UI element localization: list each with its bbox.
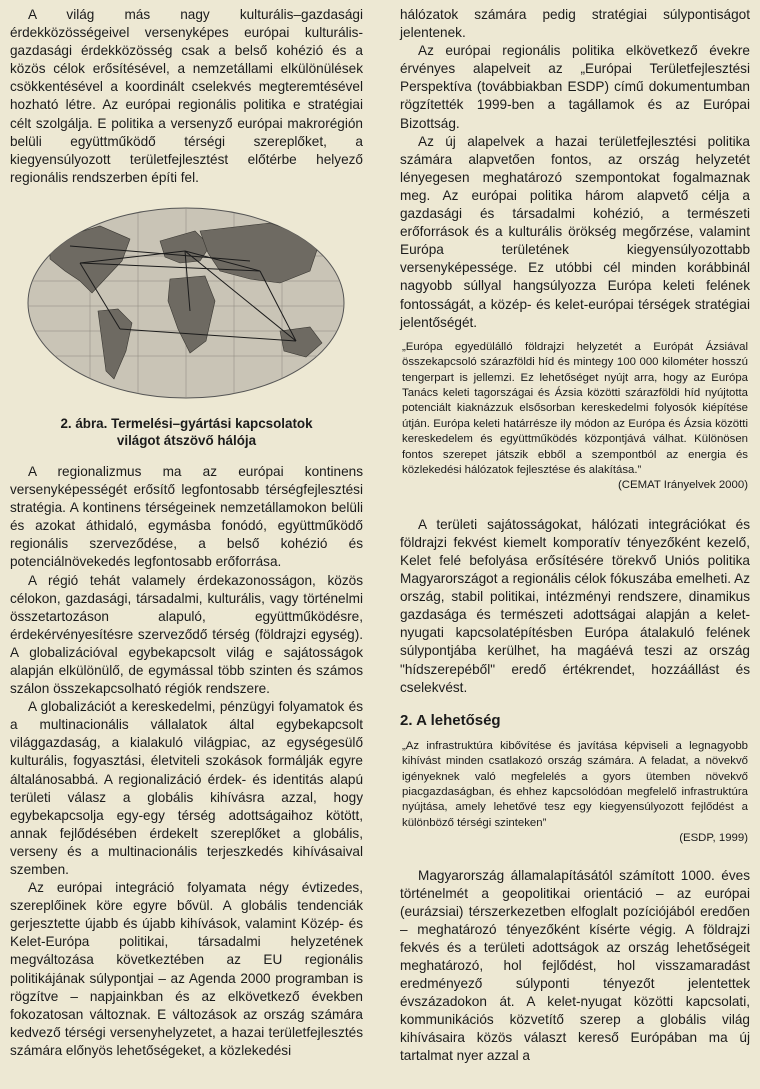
quote-text: „Az infrastruktúra kibővítése és javítása képviseli a legnagyobb kihívást minden csatlakozó ország számára. A feladat, a növekvő igényeknek való megfelelés a gyors ütemben növekvő piacgazdaságban, és ehhez kapcsolódóan megfelelő infrastruktúra nyújtása, amely lehetővé tesz egy kiegyensúlyozott fejlődést a különböző térségi szinteken”	[402, 739, 748, 829]
paragraph: Az új alapelvek a hazai területfejlesztési politika számára alapvetően fontos, az ország helyzetét lényegesen meghatározó szempontokat fogalmaznak meg. Az európai politika három alapvető célja a gazdasági és társadalmi kohézió, a természeti erőforrások és a kulturális örökség megőrzése, valamint Európa területének kiegyensúlyozottabb versenyképessége. Ez utóbbi cél minden korábbinál nagyobb súllyal hangsúlyozza Európa keleti felének fontosságát, a közép- és kelet-európai térségek stratégiai jelentőségét.	[400, 133, 750, 330]
paragraph: Magyarország államalapításától számított 1000. éves történelmét a geopolitikai orientáció – az európai (eurázsiai) térszerkezetben elfoglalt pozíciójából eredően – meghatározó tényezőként kísérte végig. A földrajzi fekvés és a területi adottságok az ország lehetőségeit meghatározó, hol fejlődést, hol visszamaradást eredményező súlyponti tényezőt jelentettek évszázadokon át. A kelet-nyugat közötti kapcsolati, kommunikációs közvetítő szerep a globális világ kihívásaira közös választ kereső Európában ma új tartalmat nyer azzal a	[400, 867, 750, 1064]
right-column	[400, 0, 750, 1066]
paragraph: hálózatok számára pedig stratégiai súlypontiságot jelentenek.	[400, 7, 750, 41]
quote-source: (ESDP, 1999)	[679, 832, 748, 845]
left-column	[10, 0, 363, 1060]
paragraph: A világ más nagy kulturális–gazdasági érdekközösségeivel versenyképes európai kulturális-gazdasági érdekközösség csak a belső kohézió és a közös célok erősítésével, a nemzetállami elkülönülések csökkentésével a koordinált cselekvés megteremtésével hozható létre. Az európai regionális politika e stratégiai célt szolgálja. E politika a versenyző európai makrorégión belüli együttműködő térségi szereplőket, a kiegyensúlyozott területfejlesztést előtérbe helyező regionális rendszerben építi fel.	[10, 7, 363, 185]
figure-caption	[10, 415, 363, 449]
quote-block	[402, 340, 748, 494]
quote-text: „Európa egyedülálló földrajzi helyzetét a Európát Ázsiával összekapcsoló szárazföldi híd és mintegy 100 000 kilométer hosszú tengerpart is jellemzi. Ez lehetőséget nyújt arra, hogy az Európa Tanács keleti tagországai és Ázsia közötti szárazföldi híd nyújtotta potenciált kiaknázzuk elsősorban kereskedelmi folyosók kiépítése útján. Európa keleti határrésze ily módon az Európa és Ázsia közötti kereskedelem és együttműködés központjává válhat. Különösen fontos szerepet játszik ebből a szempontból az energia és közlekedési hálózatok fejlesztése és alakítása.”	[402, 340, 748, 476]
paragraph: A területi sajátosságokat, hálózati integrációkat és földrajzi fekvést kiemelt komporatív tényezőként kezelő, Kelet felé befolyása erősítésére törekvő Uniós politika Magyarországot a regionális célok fókuszába emelheti. Az ország, stabil politikai, intézményi rendszere, dinamikus gazdasága és természeti adottságai alapján a kelet-nyugati kapcsolatépítésben Európa átalakuló felének súlypontjába kerülhet, ha magáévá teszi az ország "hídszerepéből" eredő értékrendet, hozzáállást és cselekvést.	[400, 516, 750, 695]
section-heading: 2. A lehetőség	[400, 711, 501, 729]
quote-block	[402, 739, 748, 847]
world-map-figure	[10, 201, 363, 411]
caption-line: 2. ábra. Termelési–gyártási kapcsolatok	[60, 415, 313, 431]
quote-source: (CEMAT Irányelvek 2000)	[618, 479, 748, 492]
paragraph: A regionalizmus ma az európai kontinens versenyképességét erősítő legfontosabb térségfejlesztési stratégia. A kontinens térségeinek nemzetállamokon belüli és azokat áthidaló, egymásba fonódó, együttműködő regionális szerveződése, a belső kohézió és potenciálnövekedés legfontosabb erőforrása.	[10, 463, 363, 570]
paragraph: Az európai integráció folyamata négy évtizedes, szereplőinek köre egyre bővül. A globális tendenciák gerjesztette újabb és újabb kihívások, valamint Közép- és Kelet-Európa politikai, társadalmi helyzetének megváltozása következtében az EU regionális politikájának súlypontjai – az Agenda 2000 programban is rögzítve – napjainkban és az elkövetkező években fokozatosan változnak. E változások az ország számára kedvező térségi versenyhelyzetet, a hazai területfejlesztés számára előnyös lehetőségeket, a közlekedési	[10, 880, 363, 1058]
world-map-image	[10, 201, 363, 406]
paragraph: A globalizációt a kereskedelmi, pénzügyi folyamatok és a multinacionális vállalatok által egybekapcsolt világgazdaság, a kialakuló világpiac, az egységesülő kulturális, fogyasztási, életviteli szokások formálják egyre általánosabbá. A regionalizáció érdek- és identitás alapú területi válasz a globális kihívásra azzal, hogy egybekapcsolja egy-egy térség adottságaihoz kötött, annak fejlődésében érdekelt szereplőket a globális, verseny és a multinacionális terjeszkedés kihívásaival szemben.	[10, 699, 363, 877]
paragraph: A régió tehát valamely érdekazonosságon, közös célokon, gazdasági, társadalmi, kulturális, vagy történelmi összetartozáson alapuló, együttműködésre, érdekérvényesítésre szerveződő térség (földrajzi egység). A globalizációval egybekapcsolt világ e sajátosságok alapján elkülönülő, de egymással több szinten és számos szálon összekapcsolható régiók rendszere.	[10, 572, 363, 697]
caption-line: világot átszövő hálója	[116, 432, 257, 448]
paragraph: Az európai regionális politika elkövetkező évekre érvényes alapelveit az „Európai Területfejlesztési Perspektíva (továbbiakban ESDP) című dokumentumban rögzítették 1999-ben a tagállamok és az Európai Bizottság.	[400, 43, 750, 131]
